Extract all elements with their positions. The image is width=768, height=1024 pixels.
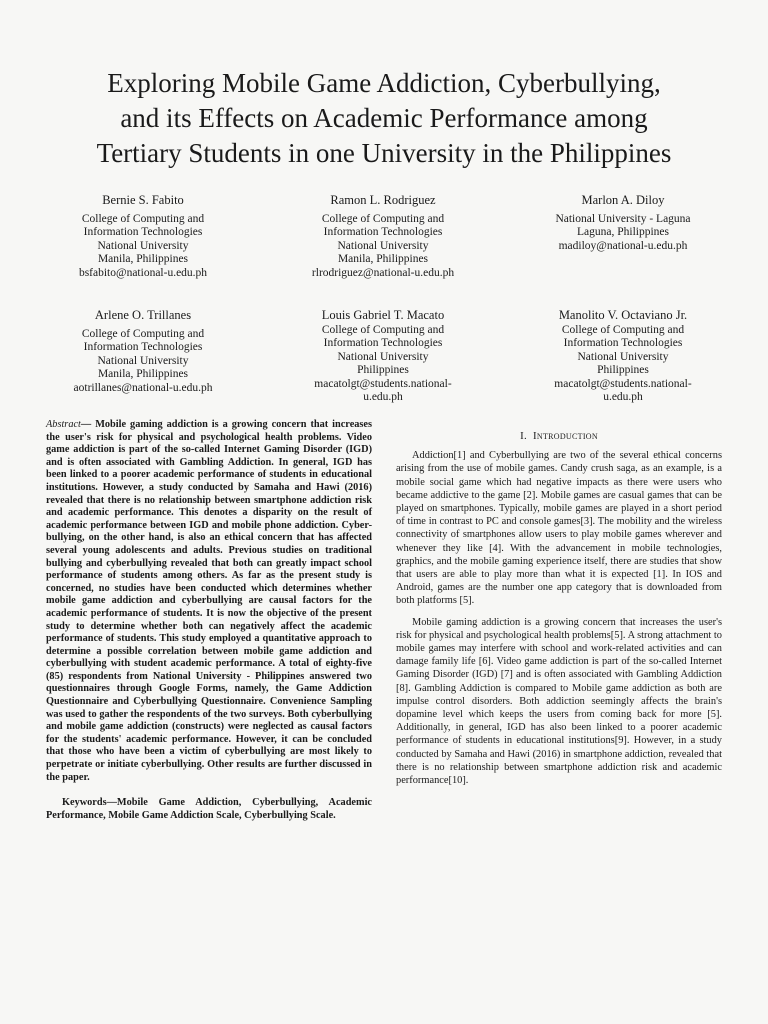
section-number: I.: [520, 430, 527, 442]
author-block-rodriguez: [278, 194, 488, 280]
right-column: [396, 430, 722, 795]
title-line: Exploring Mobile Game Addiction, Cyberbullying,: [107, 68, 661, 98]
author-location: Philippines: [357, 364, 409, 376]
author-block-trillanes: [38, 309, 248, 395]
author-affiliation: Information Technologies: [83, 341, 203, 353]
author-affiliation: National University: [337, 239, 429, 252]
author-affiliation: Information Technologies: [83, 226, 203, 238]
author-name: Louis Gabriel T. Macato: [321, 308, 445, 322]
author-affiliation: National University: [97, 354, 189, 367]
author-affiliation: College of Computing and: [81, 212, 205, 225]
abstract-dash: —: [80, 419, 96, 430]
intro-paragraph: Addiction[1] and Cyberbullying are two of the several ethical concerns arising from the use of mobile games. Candy crush saga, as an example, is a mobile social game which had negative impacts as there were users who became addictive to the game [2]. Mobile games are casual games that can be played on smartphones. Typically, mobile games are played in a short period of time in contrast to PC and console games[3]. The mobility and the wireless connectivity of smartphones allow users to play mobile games wherever and whenever they like [4]. With the advancement in mobile technologies, graphics, and the mobile gaming experience itself, there are studies that show that users are able to play more than what it is expected [1]. In IOS and Android, games are the number one app category that is downloaded from both platforms [5].: [396, 450, 722, 607]
author-name: Manolito V. Octaviano Jr.: [558, 308, 688, 322]
author-affiliation: Information Technologies: [323, 337, 443, 349]
paper-title: [40, 66, 728, 171]
author-affiliation: Information Technologies: [323, 226, 443, 238]
author-email: aotrillanes@national-u.edu.ph: [73, 381, 213, 394]
author-email: macatolgt@students.national-: [554, 377, 692, 390]
author-affiliation: College of Computing and: [321, 323, 445, 336]
author-location: Manila, Philippines: [337, 253, 429, 265]
author-affiliation: National University: [337, 350, 429, 363]
author-affiliation: National University: [577, 350, 669, 363]
author-email: u.edu.ph: [603, 391, 643, 403]
author-affiliation: College of Computing and: [321, 212, 445, 225]
author-affiliation: National University - Laguna: [555, 212, 691, 225]
section-heading: [396, 430, 722, 443]
abstract-label: Abstract: [46, 419, 81, 430]
author-location: Laguna, Philippines: [577, 226, 669, 238]
author-block-octaviano: [518, 309, 728, 405]
abstract-text: Mobile gaming addiction is a growing concern that increases the user's risk for physical and psychological health problems. Video game addiction is part of the so-called Internet Gaming Disorder (IGD) and is often associated with Gambling Addiction. In general, IGD has been linked to a poorer academic performance of students in educational institutions. However, a study conducted by Samaha and Hawi (2016) revealed that there is no relationship between smartphone addiction risk and academic performance. This denotes a disparity on the result of academic performance between IGD and mobile phone addiction. Cyber-bullying, on the other hand, is also an ethical concern that has affected several young adolescents and adults. Previous studies on traditional bullying and cyberbullying revealed that both can greatly impact school performance of students among others. As far as the present study is concerned, no studies have been conducted which determines whether mobile game addiction and cyberbullying are causal factors for the academic performance of students. It is now the objective of the present study to determine whether both can negatively affect the academic performance of students. This study employed a quantitative approach to determine a possible correlation between mobile game addiction and cyberbullying with student academic performance. A total of eighty-five (85) respondents from National University - Philippines answered two questionnaires through Google Forms, namely, the Game Addiction Questionnaire and Cyberbullying Questionnaire. Convenience Sampling was used to gather the respondents of the two surveys. Both cyberbullying and mobile game addiction (constructs) were neglected as causal factors for the students' academic performance. However, it can be concluded that those who have been a victim of cyberbullying are most likely to perpetrate or initiate cyberbullying. Other results are further discussed in the paper.: [46, 419, 372, 783]
intro-paragraph: Mobile gaming addiction is a growing concern that increases the user's risk for physical and psychological health problems[5]. A strong attachment to mobile games may interfere with school and work-related activities and can damage family life [6]. Video game addiction is part of the so-called Internet Gaming Disorder (IGD) [7] and is often associated with Gambling Addiction [8]. Gambling Addiction is compared to Mobile game addiction as both are impulse control disorders. Both addiction seemingly affects the brain's dopamine level which keeps the users from coming back for more [5]. Additionally, in general, IGD has also been linked to a poorer academic performance of students in educational institutions[9]. However, in a study conducted by Samaha and Hawi (2016) in smartphone addiction, revealed that there is no relationship between smartphone addiction risk and academic performance[10].: [396, 616, 722, 787]
keywords: Keywords—Mobile Game Addiction, Cyberbullying, Academic Performance, Mobile Game Addiction Scale, Cyberbullying Scale.: [46, 797, 372, 821]
author-name: Bernie S. Fabito: [102, 193, 184, 207]
author-email: u.edu.ph: [363, 391, 403, 403]
author-email: bsfabito@national-u.edu.ph: [78, 266, 208, 279]
author-affiliation: College of Computing and: [81, 327, 205, 340]
author-email: madiloy@national-u.edu.ph: [558, 239, 688, 252]
author-block-fabito: [38, 194, 248, 280]
author-email: rlrodriguez@national-u.edu.ph: [311, 266, 455, 279]
author-block-macato: [278, 309, 488, 405]
author-name: Marlon A. Diloy: [581, 193, 665, 207]
author-email: macatolgt@students.national-: [314, 377, 452, 390]
author-affiliation: College of Computing and: [561, 323, 685, 336]
author-affiliation: National University: [97, 239, 189, 252]
author-affiliation: Information Technologies: [563, 337, 683, 349]
section-title: Introduction: [532, 430, 598, 442]
title-line: and its Effects on Academic Performance among: [120, 103, 648, 133]
author-block-diloy: [518, 194, 728, 253]
author-name: Arlene O. Trillanes: [94, 308, 192, 322]
author-location: Philippines: [597, 364, 649, 376]
author-location: Manila, Philippines: [97, 368, 189, 380]
abstract: [46, 419, 372, 784]
title-line: Tertiary Students in one University in the Philippines: [96, 138, 672, 168]
author-name: Ramon L. Rodriguez: [330, 193, 436, 207]
left-column: [46, 419, 372, 822]
author-location: Manila, Philippines: [97, 253, 189, 265]
